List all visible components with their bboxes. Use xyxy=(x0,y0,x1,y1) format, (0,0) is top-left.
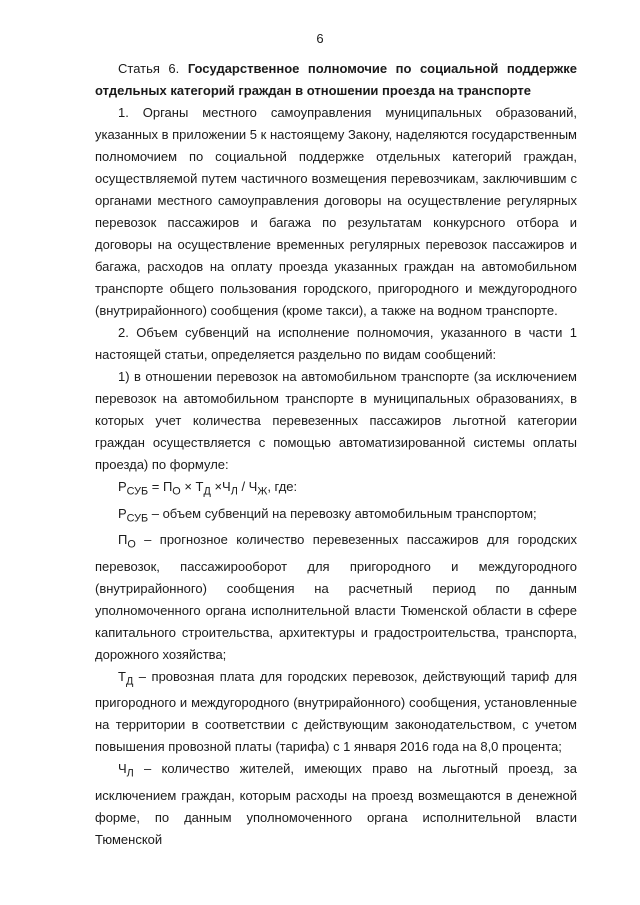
formula-tail: , где: xyxy=(267,479,298,494)
definition-text: – прогнозное количество перевезенных пассажиров для городских перевозок, пассажирооборот для пригородного и междугородного (внутрирайонного) сообщения на расчетный период по данным уполномоченного органа исполнительной власти Тюменской области в сфере капитального строительства, архитектуры и градостроительства, транспорта, дорожного хозяйства; xyxy=(95,532,577,662)
definition-ch-l xyxy=(95,758,577,851)
page-content xyxy=(95,58,577,851)
definition-text: – провозная плата для городских перевозок, действующий тариф для пригородного и междугородного (внутрирайонного) сообщения, установленные на территории в соответствии с действующим законодательством, с учетом повышения провозной платы (тарифа) с 1 января 2016 года на 8,0 процента; xyxy=(95,668,577,755)
article-label: Статья 6. xyxy=(118,61,180,76)
definition-sub: Д xyxy=(125,675,134,688)
formula xyxy=(95,476,577,503)
definition-symbol: Ч xyxy=(118,761,127,777)
paragraph-3: 1) в отношении перевозок на автомобильном транспорте (за исключением перевозок на автомобильном транспорте в муниципальных образованиях, в которых учет количества перевезенных пассажиров льготной категории граждан осуществляется с помощью автоматизированной системы оплаты проезда) по формуле: xyxy=(95,369,577,472)
definition-text: – количество жителей, имеющих право на льготный проезд, за исключением граждан, которым расходы на проезд возмещаются в денежной форме, по данным уполномоченного органа исполнительной власти Тюменской xyxy=(95,761,577,847)
article-heading xyxy=(95,58,577,102)
definition-symbol: П xyxy=(118,532,128,548)
definition-sub: Л xyxy=(126,767,134,780)
page-number: 6 xyxy=(316,31,324,46)
definition-sub: СУБ xyxy=(126,512,149,525)
formula-times-t: × Т xyxy=(180,479,204,494)
paragraph-2: 2. Объем субвенций на исполнение полномочия, указанного в части 1 настоящей статьи, определяется раздельно по видам сообщений: xyxy=(95,325,577,362)
paragraph-1: 1. Органы местного самоуправления муниципальных образований, указанных в приложении 5 к настоящему Закону, наделяются государственным полномочием по социальной поддержке отдельных категорий граждан, осуществляемой путем частичного возмещения перевозчикам, заключившим с органами местного самоуправления договоры на осуществление регулярных перевозок пассажиров и багажа по результатам конкурсного отбора и договоры на осуществление временных регулярных перевозок пассажиров и багажа, расходов на оплату проезда указанных граждан на автомобильном транспорте общего пользования городского, пригородного и междугородного (внутрирайонного) сообщения (кроме такси), а также на водном транспорте. xyxy=(95,105,577,318)
formula-div: / Ч xyxy=(237,479,258,494)
formula-times-ch: ×Ч xyxy=(210,479,231,494)
definition-symbol: Р xyxy=(118,505,127,521)
definition-sub: О xyxy=(127,538,136,551)
formula-p-sub: СУБ xyxy=(126,485,149,498)
definition-p-o xyxy=(95,529,577,666)
formula-o-sub: О xyxy=(172,485,181,498)
definition-t-d xyxy=(95,666,577,759)
formula-zh-sub: Ж xyxy=(257,485,268,498)
definition-text: – объем субвенций на перевозку автомобильным транспортом; xyxy=(148,505,537,521)
definition-p-sub xyxy=(95,503,577,530)
formula-p: Р xyxy=(118,479,127,494)
article-title: Государственное полномочие по социальной поддержке отдельных категорий граждан в отношении проезда на транспорте xyxy=(95,61,577,98)
definition-symbol: Т xyxy=(118,668,126,684)
formula-eq: = П xyxy=(148,479,173,494)
formula-l-sub: Л xyxy=(230,485,238,498)
formula-d-sub: Д xyxy=(203,485,211,498)
